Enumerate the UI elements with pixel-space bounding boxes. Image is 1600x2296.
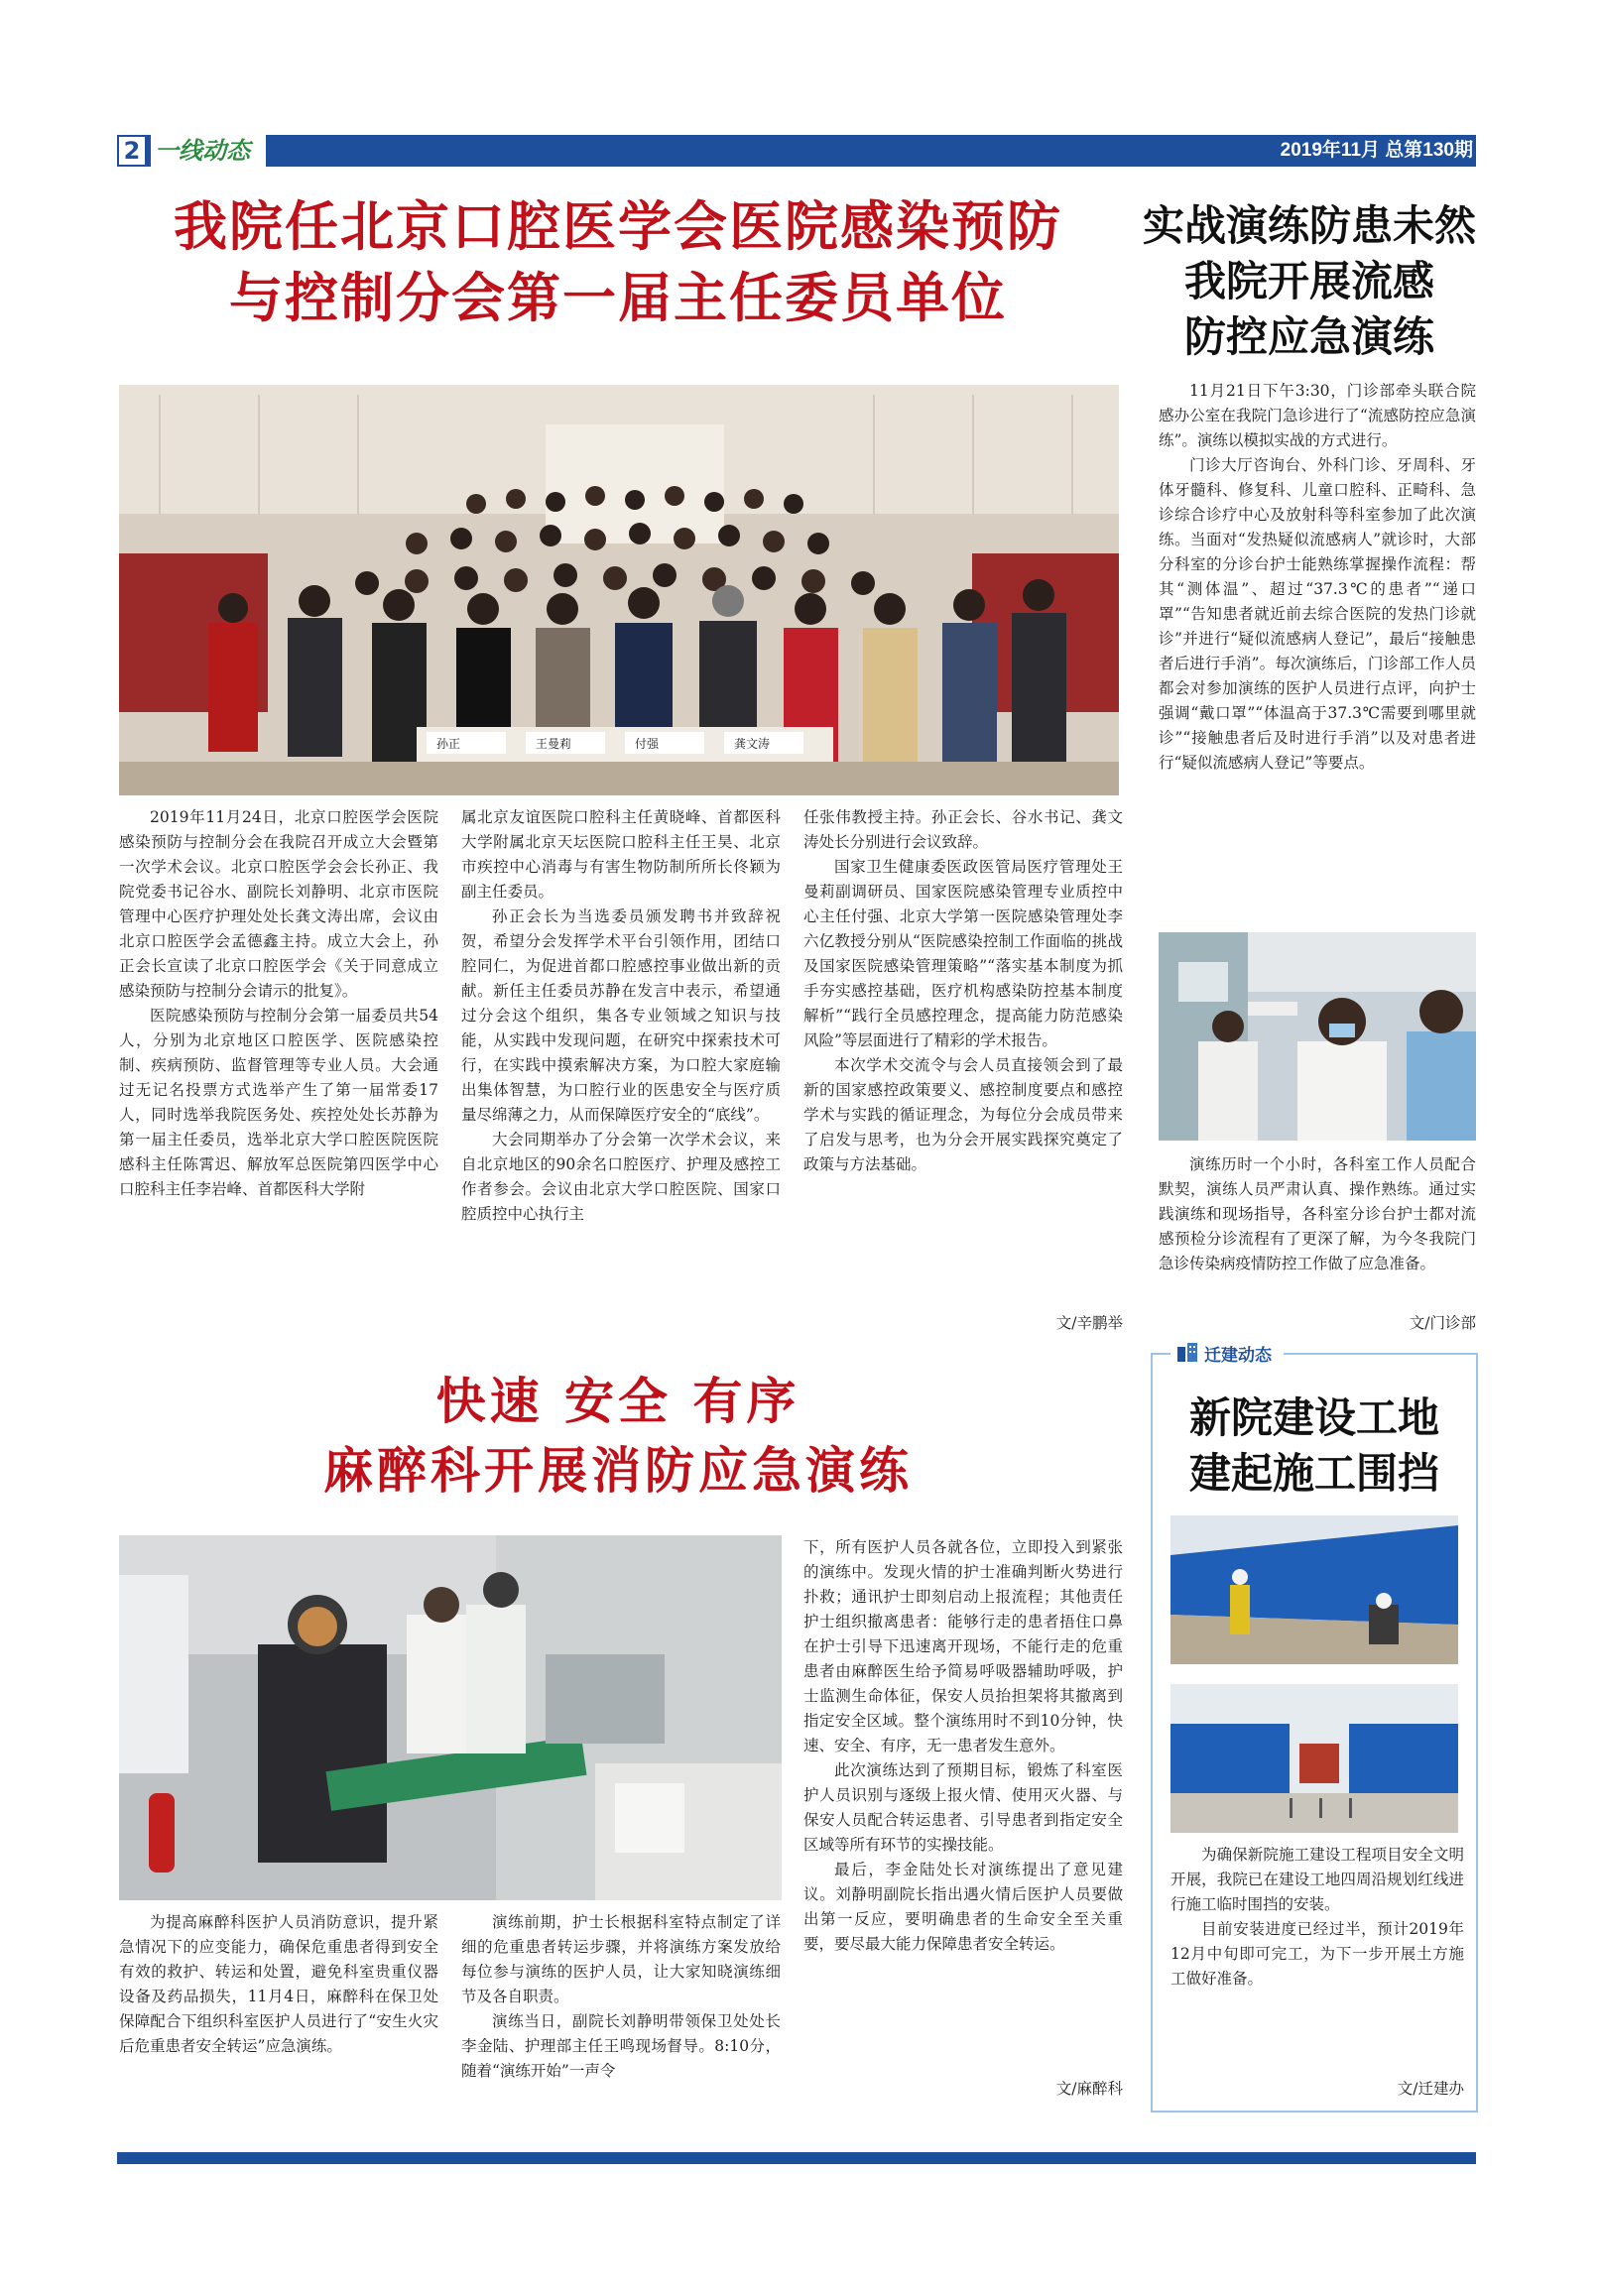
- fire-article-col3: 下，所有医护人员各就各位，立即投入到紧张的演练中。发现火情的护士准确判断火势进行扑救；通讯护士即刻启动上报流程；其他责任护士组织撤离患者：能够行走的患者捂住口鼻在护士引导下迅速离开现场，不能行走的危重患者由麻醉医生给予简易呼吸器辅助呼吸，护士监测生命体征，保安人员抬担架将其撤离到指定安全区域。整个演练用时不到10分钟，快速、安全、有序，无一患者发生意外。 此次演练达到了预期目标，锻炼了科室医护人员识别与逐级上报火情、使用灭火器、与保安人员配合转运患者、引导患者到指定安全区域等所有环节的实操技能。 最后，李金陆处长对演练提出了意见建议。刘静明副院长指出遇火情后医护人员要做出第一反应，要明确患者的生命安全至关重要，要尽最大能力保障患者安全转运。: [803, 1538, 1123, 1953]
- fire-drill-photo: [119, 1535, 782, 1900]
- name-card-3: 付强: [635, 737, 660, 751]
- construction-text: 为确保新院施工建设工程项目安全文明开展，我院已在建设工地四周沿规划红线进行施工临时围挡的安装。 目前安装进度已经过半，预计2019年12月中旬即可完工，为下一步开展土方施工做好准备。: [1170, 1846, 1464, 1988]
- drill-byline: 文/门诊部: [1409, 1314, 1476, 1332]
- fire-byline: 文/麻醉科: [1055, 2080, 1123, 2098]
- construction-photo-1-image: [1170, 1515, 1458, 1664]
- building-icon: [1176, 1343, 1198, 1363]
- header-bar: [117, 135, 1476, 167]
- drill-photo-image: [1159, 932, 1476, 1141]
- construction-photo-1: [1170, 1515, 1458, 1664]
- construction-headline: 新院建设工地 建起施工围挡: [1188, 1393, 1439, 1498]
- group-photo-image: [119, 385, 1119, 795]
- fire-article-col2: 演练前期，护士长根据科室特点制定了详细的危重患者转运步骤，并将演练方案发放给每位参与演练的医护人员，让大家知晓演练细节及各自职责。 演练当日，副院长刘静明带领保卫处处长李金陆、护理部主任王鸣现场督导。8:10分，随着“演练开始”一声令: [461, 1913, 781, 2080]
- main-article-col3: 任张伟教授主持。孙正会长、谷水书记、龚文涛处长分别进行会议致辞。 国家卫生健康委医政医管局医疗管理处王曼莉副调研员、国家医院感染管理专业质控中心主任付强、北京大学第一医院感染管理处李六亿教授分别从“医院感染控制工作面临的挑战及国家医院感染管理策略”“落实基本制度为抓手夯实感控基础，医疗机构感染防控基本制度解析”“践行全员感控理念，提高能力防范感染风险”等层面进行了精彩的学术报告。 本次学术交流令与会人员直接领会到了最新的国家感控政策要义、感控制度要点和感控学术与实践的循证理念，为每位分会成员带来了启发与思考，也为分会开展实践探究奠定了政策与方法基础。: [803, 808, 1123, 1173]
- drill-article-text2: 演练历时一个小时，各科室工作人员配合默契，演练人员严肃认真、操作熟练。通过实践演练和现场指导，各科室分诊台护士都对流感预检分诊流程有了更深了解，为今冬我院门急诊传染病疫情防控工作做了应急准备。: [1159, 1155, 1476, 1272]
- construction-photo-2: [1170, 1684, 1458, 1833]
- page-number: 2: [117, 135, 147, 167]
- fire-drill-photo-image: [119, 1535, 782, 1900]
- drill-headline: 实战演练防患未然 我院开展流感 防控应急演练: [1142, 201, 1476, 361]
- section-title: 一线动态: [151, 135, 266, 167]
- fire-article-col1: 为提高麻醉科医护人员消防意识，提升紧急情况下的应变能力，确保危重患者得到安全有效的救护、转运和处置，避免科室贵重仪器设备及药品损失，11月4日，麻醉科在保卫处保障配合下组织科室医护人员进行了“安生火灾后危重患者安全转运”应急演练。: [119, 1913, 438, 2055]
- name-card-4: 龚文涛: [734, 737, 771, 751]
- main-article-byline: 文/辛鹏举: [1055, 1314, 1123, 1332]
- fire-headline: 快速 安全 有序 麻醉科开展消防应急演练: [323, 1372, 913, 1500]
- name-card-1: 孙正: [436, 737, 461, 751]
- issue-info: 2019年11月 总第130期: [1280, 140, 1473, 161]
- drill-photo: [1159, 932, 1476, 1141]
- main-headline: 我院任北京口腔医学会医院感染预防 与控制分会第一届主任委员单位: [174, 194, 1062, 329]
- construction-byline: 文/迁建办: [1397, 2080, 1464, 2098]
- footer-bar: [117, 2152, 1476, 2164]
- name-card-2: 王曼莉: [536, 737, 572, 751]
- main-article-col2: 属北京友谊医院口腔科主任黄晓峰、首都医科大学附属北京天坛医院口腔科主任王昊、北京市疾控中心消毒与有害生物防制所所长佟颖为副主任委员。 孙正会长为当选委员颁发聘书并致辞祝贺，希望分会发挥学术平台引领作用，团结口腔同仁，为促进首都口腔感控事业做出新的贡献。新任主任委员苏静在发言中表示，希望通过分会这个组织，集各专业领域之知识与技能，从实践中发现问题，在研究中探索技术可行，在实践中摸索解决方案，为口腔大家庭输出集体智慧，为口腔行业的医患安全与医疗质量尽绵薄之力，从而保障医疗安全的“底线”。 大会同期举办了分会第一次学术会议，来自北京地区的90余名口腔医疗、护理及感控工作者参会。会议由北京大学口腔医院、国家口腔质控中心执行主: [461, 808, 781, 1223]
- main-article-col1: 2019年11月24日，北京口腔医学会医院感染预防与控制分会在我院召开成立大会暨第一次学术会议。北京口腔医学会会长孙正、我院党委书记谷水、副院长刘静明、北京市医院管理中心医疗护理处处长龚文涛出席，会议由北京口腔医学会孟德鑫主持。成立大会上，孙正会长宣读了北京口腔医学会《关于同意成立感染预防与控制分会请示的批复》。 医院感染预防与控制分会第一届委员共54人，分别为北京地区口腔医学、医院感染控制、疾病预防、监督管理等专业人员。大会通过无记名投票方式选举产生了第一届常委17人，同时选举我院医务处、疾控处处长苏静为第一届主任委员，选举北京大学口腔医院医院感科主任陈霄迟、解放军总医院第四医学中心口腔科主任李岩峰、首都医科大学附: [119, 808, 438, 1198]
- construction-tag: 迁建动态: [1170, 1341, 1284, 1365]
- drill-article-text: 11月21日下午3:30，门诊部牵头联合院感办公室在我院门急诊进行了“流感防控应急演练”。演练以模拟实战的方式进行。 门诊大厅咨询台、外科门诊、牙周科、牙体牙髓科、修复科、儿童口腔科、正畸科、急诊综合诊疗中心及放射科等科室参加了此次演练。当面对“发热疑似流感病人”就诊时，大部分科室的分诊台护士能熟练掌握操作流程：帮其“测体温”、超过“37.3℃的患者”“递口罩”“告知患者就近前去综合医院的发热门诊就诊”并进行“疑似流感病人登记”，最后“接触患者后进行手消”。每次演练后，门诊部工作人员都会对参加演练的医护人员进行点评，向护士强调“戴口罩”“体温高于37.3℃需要到哪里就诊”“接触患者后及时进行手消”以及对患者进行“疑似流感病人登记”等要点。: [1159, 382, 1476, 772]
- construction-photo-2-image: [1170, 1684, 1458, 1833]
- group-photo: [119, 385, 1119, 795]
